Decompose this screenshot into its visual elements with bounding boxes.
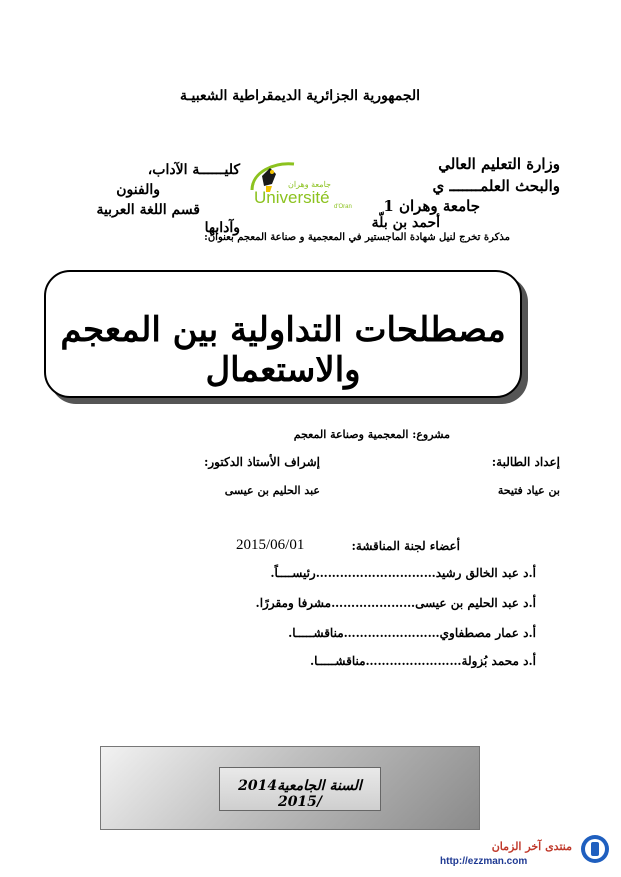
committee-role: مناقشـــــا. bbox=[288, 626, 344, 640]
academic-year-box bbox=[219, 767, 381, 811]
committee-member-name: أ.د عمار مصطفاوي bbox=[439, 626, 536, 640]
academic-year: السنة الجامعية2014 /2015 bbox=[238, 778, 362, 810]
committee-row bbox=[200, 654, 536, 668]
committee-member-name: أ.د عبد الحليم بن عيسى bbox=[415, 596, 536, 610]
committee-label: أعضاء لجنة المناقشة: bbox=[351, 539, 460, 553]
committee-role: رئيســــاً. bbox=[270, 566, 316, 580]
forum-logo bbox=[580, 834, 610, 864]
thesis-note: مذكرة تخرج لنيل شهادة الماجستير في المعجمية و صناعة المعجم بعنوان: bbox=[204, 232, 510, 243]
department-line-1: قسم اللغة العربية bbox=[96, 202, 200, 218]
committee-member-name: أ.د عبد الخالق رشيد bbox=[435, 566, 536, 580]
academic-year-frame bbox=[100, 746, 480, 830]
prepared-label: إعداد الطالبة: bbox=[491, 455, 560, 469]
shield-icon bbox=[580, 834, 610, 864]
supervision-label: إشراف الأستاذ الدكتور: bbox=[203, 455, 320, 469]
supervisor-name: عبد الحليم بن عيسى bbox=[224, 484, 320, 497]
committee-member-name: أ.د محمد بُزولة bbox=[461, 654, 536, 668]
committee-dots: …………………… bbox=[343, 626, 440, 640]
defense-date: 2015/06/01 bbox=[236, 537, 305, 553]
faculty-line-1: كليــــــة الآداب، bbox=[147, 162, 240, 178]
committee-row bbox=[200, 626, 536, 640]
logo-sub-text: d'Oran bbox=[334, 204, 352, 210]
forum-name: منتدى آخر الزمان bbox=[491, 840, 572, 853]
committee-role: مشرفا ومقررًا. bbox=[255, 596, 332, 610]
committee-dots: ………………… bbox=[331, 596, 416, 610]
logo-latin-text: Université bbox=[254, 188, 330, 207]
department-line-2: وآدابها bbox=[204, 220, 240, 236]
university-line-1: جامعة وهران 1 bbox=[383, 197, 480, 215]
committee-dots: …………………… bbox=[365, 654, 462, 668]
logo-arabic-text: جامعة وهران bbox=[288, 180, 331, 189]
committee-row bbox=[200, 596, 536, 610]
republic-header: الجمهورية الجزائرية الديمقراطية الشعبيـة bbox=[179, 88, 421, 104]
prepared-name: بن عياد فتيحة bbox=[497, 484, 560, 497]
university-logo bbox=[248, 160, 360, 212]
project-line: مشروع: المعجمية وصناعة المعجم bbox=[293, 428, 450, 441]
thesis-title: مصطلحات التداولية بين المعجم والاستعمال bbox=[60, 310, 506, 390]
committee-row bbox=[200, 566, 536, 580]
title-box bbox=[44, 270, 522, 398]
university-line-2: أحمد بن بلّة bbox=[371, 215, 440, 231]
ministry-line-2: والبحث العلمـــــــ ي bbox=[432, 177, 560, 195]
committee-dots: ………………………… bbox=[315, 566, 436, 580]
faculty-line-2: والفنون bbox=[116, 182, 160, 198]
forum-url: http://ezzman.com bbox=[440, 856, 528, 867]
committee-role: مناقشـــــا. bbox=[309, 654, 366, 668]
ministry-line-1: وزارة التعليم العالي bbox=[438, 155, 560, 173]
